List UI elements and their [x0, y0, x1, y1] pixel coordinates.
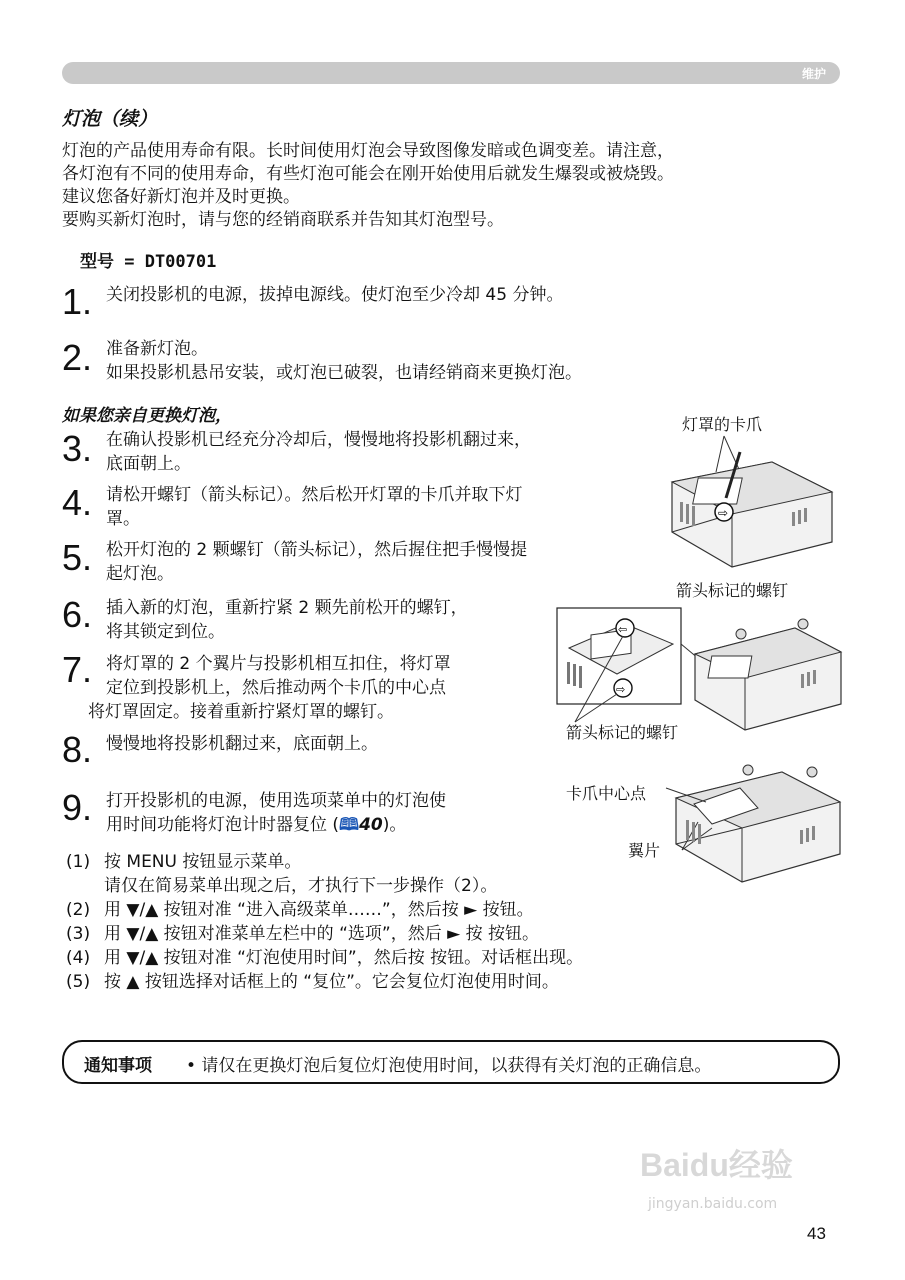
- notice-label: 通知事项: [84, 1056, 152, 1076]
- intro-paragraph: [62, 140, 852, 232]
- step-text: 将其锁定到位。: [106, 622, 225, 642]
- step-text: 将灯罩固定。接着重新拧紧灯罩的螺钉。: [88, 702, 394, 722]
- step-number: 8.: [62, 729, 93, 770]
- step-text: 插入新的灯泡，重新拧紧 2 颗先前松开的螺钉，: [106, 598, 468, 618]
- list-item: [66, 898, 583, 922]
- svg-text:⇦: ⇦: [618, 623, 628, 636]
- list-item: [66, 874, 583, 898]
- caption-arrow-screw: 箭头标记的螺钉: [676, 581, 789, 600]
- caption-tab: 翼片: [628, 841, 661, 860]
- page-reference-link[interactable]: 40: [359, 815, 383, 835]
- watermark-url: jingyan.baidu.com: [648, 1196, 778, 1212]
- baidu-watermark: [640, 1140, 793, 1186]
- step-text: 起灯泡。: [106, 564, 174, 584]
- list-index: (4): [66, 948, 91, 968]
- step-number: 5.: [62, 537, 93, 578]
- list-index: (1): [66, 852, 91, 872]
- list-text: 按 ▲ 按钮选择对话框上的 “复位”。它会复位灯泡使用时间。: [104, 972, 559, 992]
- svg-text:⇨: ⇨: [718, 506, 729, 520]
- step-text: 将灯罩的 2 个翼片与投影机相互扣住，将灯罩: [106, 654, 451, 674]
- step-number: 3.: [62, 428, 93, 469]
- step-text: 慢慢地将投影机翻过来，底面朝上。: [106, 734, 378, 754]
- sub-heading: 如果您亲自更换灯泡，: [62, 406, 232, 426]
- step-text: 在确认投影机已经充分冷却后，慢慢地将投影机翻过来，: [106, 430, 531, 450]
- step-number: 9.: [62, 787, 93, 828]
- notice-box: [62, 1040, 840, 1084]
- list-item: [66, 970, 583, 994]
- step-text: 定位到投影机上，然后推动两个卡爪的中心点: [106, 678, 446, 698]
- step-number: 1.: [62, 281, 93, 322]
- sub-step-list: [66, 850, 583, 994]
- caption-cover-claw: 灯罩的卡爪: [682, 415, 763, 434]
- intro-line: 各灯泡有不同的使用寿命，有些灯泡可能会在刚开始使用后就发生爆裂或被烧毁。: [62, 164, 674, 184]
- projector-underside-illustration: [662, 432, 842, 572]
- list-text: 用 ▼/▲ 按钮对准菜单左栏中的 “选项”，然后 ► 按 按钮。: [104, 924, 539, 944]
- list-item: [66, 922, 583, 946]
- list-text: 用 ▼/▲ 按钮对准 “进入高级菜单……”，然后按 ► 按钮。: [104, 900, 534, 920]
- step-number: 6.: [62, 594, 93, 635]
- list-text: 按 MENU 按钮显示菜单。: [104, 852, 302, 872]
- watermark-logo: Baidu经验: [640, 1147, 793, 1183]
- intro-line: 要购买新灯泡时，请与您的经销商联系并告知其灯泡型号。: [62, 210, 504, 230]
- step-text: [106, 814, 406, 837]
- section-label: 维护: [801, 67, 826, 81]
- step-text-part: 用时间功能将灯泡计时器复位 (: [106, 815, 340, 835]
- step-text: 关闭投影机的电源，拔掉电源线。使灯泡至少冷却 45 分钟。: [106, 285, 564, 305]
- list-item: [66, 946, 583, 970]
- notice-text: • 请仅在更换灯泡后复位灯泡使用时间，以获得有关灯泡的正确信息。: [186, 1056, 712, 1076]
- svg-text:⇨: ⇨: [616, 683, 626, 696]
- list-index: (5): [66, 972, 91, 992]
- list-index: (3): [66, 924, 91, 944]
- page-number: 43: [807, 1224, 826, 1243]
- step-text: 准备新灯泡。: [106, 339, 208, 359]
- cover-install-illustration: [662, 758, 844, 890]
- caption-arrow-screw: 箭头标记的螺钉: [566, 723, 679, 742]
- book-icon: 🕮: [339, 815, 360, 835]
- list-text: 用 ▼/▲ 按钮对准 “灯泡使用时间”，然后按 按钮。对话框出现。: [104, 948, 584, 968]
- intro-line: 建议您备好新灯泡并及时更换。: [62, 187, 300, 207]
- step-number: 4.: [62, 482, 93, 523]
- step-number: 2.: [62, 337, 93, 378]
- step-text: 罩。: [106, 509, 140, 529]
- intro-line: 灯泡的产品使用寿命有限。长时间使用灯泡会导致图像发暗或色调变差。请注意，: [62, 141, 674, 161]
- list-item: [66, 850, 583, 874]
- step-text: 底面朝上。: [106, 454, 191, 474]
- step-text: 请松开螺钉（箭头标记）。然后松开灯罩的卡爪并取下灯: [106, 485, 523, 505]
- list-text: 请仅在简易菜单出现之后，才执行下一步操作（2）。: [104, 876, 498, 896]
- step-text: 如果投影机悬吊安装，或灯泡已破裂，也请经销商来更换灯泡。: [106, 363, 582, 383]
- list-index: (2): [66, 900, 91, 920]
- page-title: 灯泡（续）: [62, 108, 158, 130]
- step-text: 打开投影机的电源，使用选项菜单中的灯泡使: [106, 791, 446, 811]
- step-text-part: )。: [382, 815, 407, 835]
- model-number: 型号 = DT00701: [80, 252, 217, 272]
- caption-claw-center: 卡爪中心点: [566, 784, 647, 803]
- step-text: 松开灯泡的 2 颗螺钉（箭头标记），然后握住把手慢慢提: [106, 540, 528, 560]
- step-number: 7.: [62, 649, 93, 690]
- section-header-bar: [62, 62, 840, 84]
